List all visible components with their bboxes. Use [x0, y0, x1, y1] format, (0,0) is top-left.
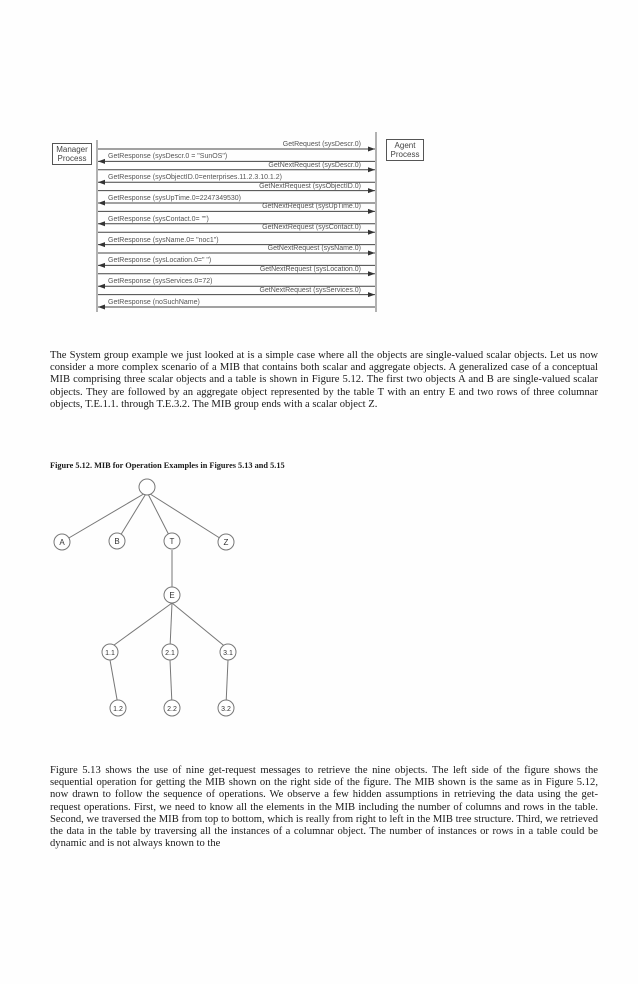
message-label: GetNextRequest (sysDescr.0) [268, 161, 361, 169]
message-label: GetResponse (noSuchName) [108, 299, 200, 306]
message-label: GetResponse (sysDescr.0 = "SunOS") [108, 153, 228, 161]
message-label: GetNextRequest (sysContact.0) [262, 224, 361, 232]
manager-process-box: Manager Process [52, 143, 92, 165]
node-label-e: E [169, 591, 175, 600]
node-label-1-2: 1.2 [113, 706, 123, 713]
message-label: GetResponse (sysServices.0=72) [108, 278, 213, 286]
message-label: GetResponse (sysUpTime.0=2247349530) [108, 195, 242, 202]
message-label: GetRequest (sysDescr.0) [282, 141, 361, 148]
message-arrow-head [368, 271, 375, 276]
message-arrow-head [98, 305, 105, 310]
node-label-z: Z [223, 538, 229, 547]
message-arrow-head [368, 188, 375, 193]
node-label-2-1: 2.1 [165, 650, 175, 657]
node-label-1-1: 1.1 [105, 650, 115, 657]
message-arrow-head [98, 221, 105, 226]
paragraph-2: Figure 5.13 shows the use of nine get-request messages to retrieve the nine objects. The left side of the figure shows the sequential operation for getting the MIB shown on the right side of the figure. The MIB shown is the same as in Figure 5.12, now drawn to follow the sequence of operations. We observe a few hidden assumptions in retrieving the data using the get-request operations. First, we need to know all the elements in the MIB including the number of columns and rows in the table. Second, we traversed the MIB from top to bottom, which is really from right to left in the MIB tree structure. Third, we retrieved the data in the table by traversing all the instances of a columnar object. The number of instances or rows in a table could be dynamic and is not always known to the [50, 765, 598, 850]
message-arrow-head [98, 180, 105, 185]
message-label: GetResponse (sysName.0= "noc1") [108, 236, 219, 244]
message-label: GetResponse (sysLocation.0=" ") [108, 257, 212, 265]
message-arrow-head [368, 167, 375, 172]
tree-edges [62, 492, 228, 705]
node-label-a: A [59, 538, 65, 547]
paragraph-1: The System group example we just looked at is a simple case where all the objects are single-valued scalar objects. Let us now consider a more complex scenario of a MIB that contains both scalar and aggregate objects. A generalized case of a conceptual MIB comprising three scalar objects and a table is shown in Figure 5.12. The first two objects A and B are single-valued scalar objects. They are followed by an aggregate object represented by the table T with an entry E and two rows of three columnar objects, T.E.1.1. through T.E.3.2. The MIB group ends with a scalar object Z. [50, 350, 598, 410]
message-arrow-head [368, 292, 375, 297]
tree-root-node [139, 479, 155, 495]
message-label: GetNextRequest (sysServices.0) [259, 286, 361, 294]
node-label-3-1: 3.1 [223, 650, 233, 657]
node-label-t: T [169, 537, 175, 546]
message-label: GetNextRequest (sysUpTime.0) [262, 203, 361, 211]
message-arrow-head [98, 242, 105, 247]
node-label-3-2: 3.2 [221, 706, 231, 713]
message-label: GetNextRequest (sysLocation.0) [259, 265, 361, 273]
node-label-2-2: 2.2 [167, 706, 177, 713]
message-label: GetResponse (sysObjectID.0=enterprises.11.2.3.10.1.2) [108, 174, 282, 182]
message-arrow-head [98, 201, 105, 206]
message-label: GetResponse (sysContact.0= "") [108, 215, 209, 223]
message-arrow-head [98, 263, 105, 268]
message-label: GetNextRequest (sysObjectID.0) [259, 182, 361, 190]
message-arrow-head [368, 147, 375, 152]
agent-process-box: Agent Process [386, 139, 424, 161]
message-arrow-head [98, 284, 105, 289]
node-label-b: B [114, 537, 120, 546]
message-arrow-head [368, 230, 375, 235]
message-arrow-head [98, 159, 105, 164]
mib-tree-diagram [0, 470, 638, 720]
message-arrow-head [368, 251, 375, 256]
message-arrow-head [368, 209, 375, 214]
message-label: GetNextRequest (sysName.0) [267, 245, 361, 252]
figure-caption: Figure 5.12. MIB for Operation Examples in Figures 5.13 and 5.15 [50, 461, 285, 470]
